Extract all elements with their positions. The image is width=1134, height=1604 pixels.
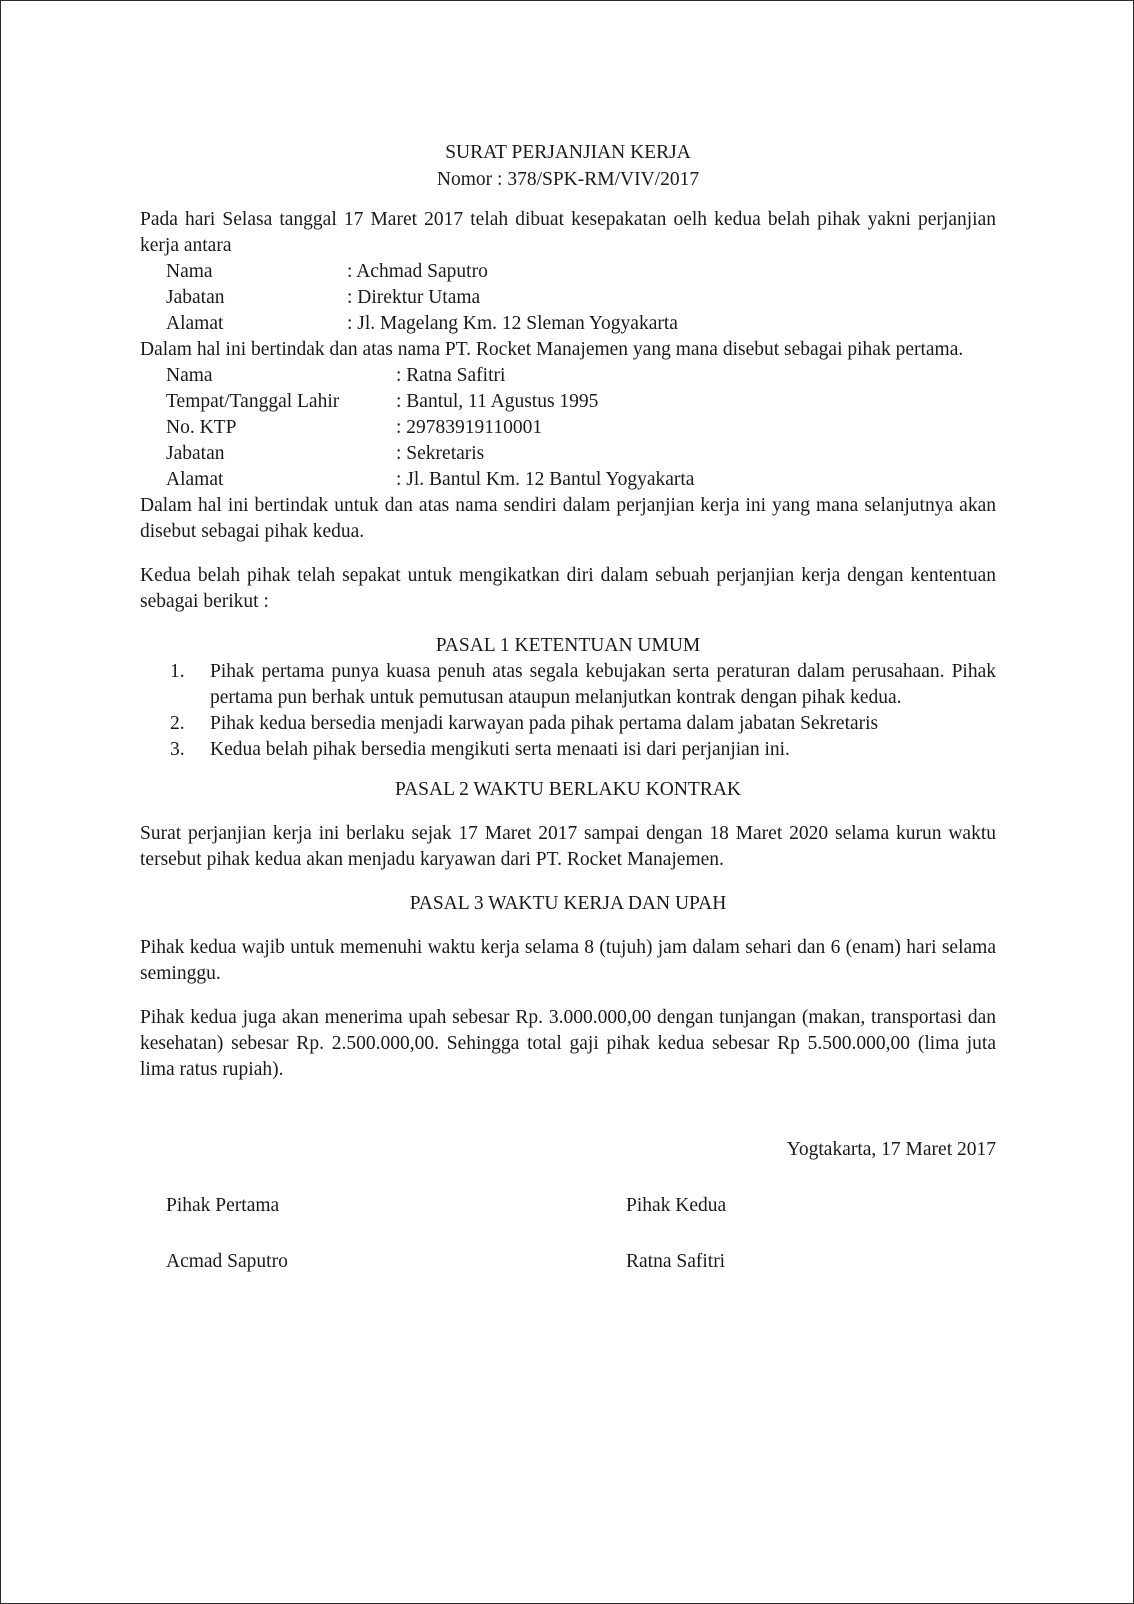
party2-label: Jabatan	[166, 443, 225, 464]
party1-info	[140, 259, 996, 337]
first-party-label: Pihak Pertama	[166, 1195, 280, 1216]
party2-label: Alamat	[166, 469, 224, 490]
party1-row-nama	[166, 259, 996, 285]
list-item	[140, 711, 996, 737]
list-item	[140, 737, 996, 763]
pasal3-paragraph-1: Pihak kedua wajib untuk memenuhi waktu kerja selama 8 (tujuh) jam dalam sehari dan 6 (enam) hari selama seminggu.	[140, 937, 996, 984]
list-item-number: 3.	[170, 739, 185, 760]
party2-row-alamat	[166, 467, 996, 493]
party2-row-jabatan	[166, 441, 996, 467]
party2-value: : 29783919110001	[396, 417, 543, 438]
party1-value: : Jl. Magelang Km. 12 Sleman Yogyakarta	[347, 313, 678, 334]
pasal2-paragraph: Surat perjanjian kerja ini berlaku sejak 17 Maret 2017 sampai dengan 18 Maret 2020 selama kurun waktu tersebut pihak kedua akan menjadu karyawan dari PT. Rocket Manajemen.	[140, 823, 996, 870]
party1-label: Alamat	[166, 313, 224, 334]
party2-label: No. KTP	[166, 417, 237, 438]
pasal2-heading: PASAL 2 WAKTU BERLAKU KONTRAK	[395, 779, 741, 800]
pasal1-list	[140, 659, 996, 763]
list-item-text: Pihak pertama punya kuasa penuh atas segala kebujakan serta peraturan dalam perusahaan. Pihak pertama pun berhak untuk pemutusan ataupun melanjutkan kontrak dengan pihak kedua.	[210, 661, 996, 708]
second-party-name: Ratna Safitri	[626, 1251, 726, 1272]
party2-value: : Sekretaris	[396, 443, 485, 464]
party2-label: Nama	[166, 365, 213, 386]
document-body	[140, 139, 996, 1275]
party2-value: : Bantul, 11 Agustus 1995	[396, 391, 599, 412]
signature-names	[140, 1249, 996, 1275]
second-party-label: Pihak Kedua	[626, 1195, 727, 1216]
first-party-name: Acmad Saputro	[166, 1251, 288, 1272]
party1-label: Nama	[166, 261, 213, 282]
party2-statement: Dalam hal ini bertindak untuk dan atas nama sendiri dalam perjanjian kerja ini yang mana selanjutnya akan disebut sebagai pihak kedua.	[140, 495, 996, 542]
party2-row-ttl	[166, 389, 996, 415]
party2-row-ktp	[166, 415, 996, 441]
pasal3-heading: PASAL 3 WAKTU KERJA DAN UPAH	[409, 893, 727, 914]
list-item-number: 2.	[170, 713, 185, 734]
party2-value: : Ratna Safitri	[396, 365, 506, 386]
document-number: Nomor : 378/SPK-RM/VIV/2017	[436, 169, 700, 190]
list-item-text: Kedua belah pihak bersedia mengikuti serta menaati isi dari perjanjian ini.	[210, 739, 790, 760]
party1-value: : Achmad Saputro	[347, 261, 488, 282]
party1-row-jabatan	[166, 285, 996, 311]
list-item-number: 1.	[170, 661, 185, 682]
intro-paragraph: Pada hari Selasa tanggal 17 Maret 2017 telah dibuat kesepakatan oelh kedua belah pihak yakni perjanjian kerja antara	[140, 209, 996, 256]
list-item	[140, 659, 996, 711]
party2-row-nama	[166, 363, 996, 389]
pasal3-paragraph-2: Pihak kedua juga akan menerima upah sebesar Rp. 3.000.000,00 dengan tunjangan (makan, transportasi dan kesehatan) sebesar Rp. 2.500.000,00. Sehingga total gaji pihak kedua sebesar Rp 5.500.000,00 (lima juta lima ratus rupiah).	[140, 1007, 996, 1080]
pasal1-heading: PASAL 1 KETENTUAN UMUM	[435, 635, 701, 656]
party1-statement: Dalam hal ini bertindak dan atas nama PT. Rocket Manajemen yang mana disebut sebagai pihak pertama.	[140, 339, 964, 360]
party2-value: : Jl. Bantul Km. 12 Bantul Yogyakarta	[396, 469, 695, 490]
document-title: SURAT PERJANJIAN KERJA	[445, 142, 691, 163]
party1-label: Jabatan	[166, 287, 225, 308]
signature-place-date: Yogtakarta, 17 Maret 2017	[786, 1139, 996, 1160]
party2-info	[140, 363, 996, 493]
signature-labels	[140, 1193, 996, 1219]
party2-label: Tempat/Tanggal Lahir	[166, 391, 340, 412]
party1-value: : Direktur Utama	[347, 287, 481, 308]
agreement-paragraph: Kedua belah pihak telah sepakat untuk mengikatkan diri dalam sebuah perjanjian kerja dengan kententuan sebagai berikut :	[140, 565, 996, 612]
party1-row-alamat	[166, 311, 996, 337]
list-item-text: Pihak kedua bersedia menjadi karwayan pada pihak pertama dalam jabatan Sekretaris	[210, 713, 879, 734]
